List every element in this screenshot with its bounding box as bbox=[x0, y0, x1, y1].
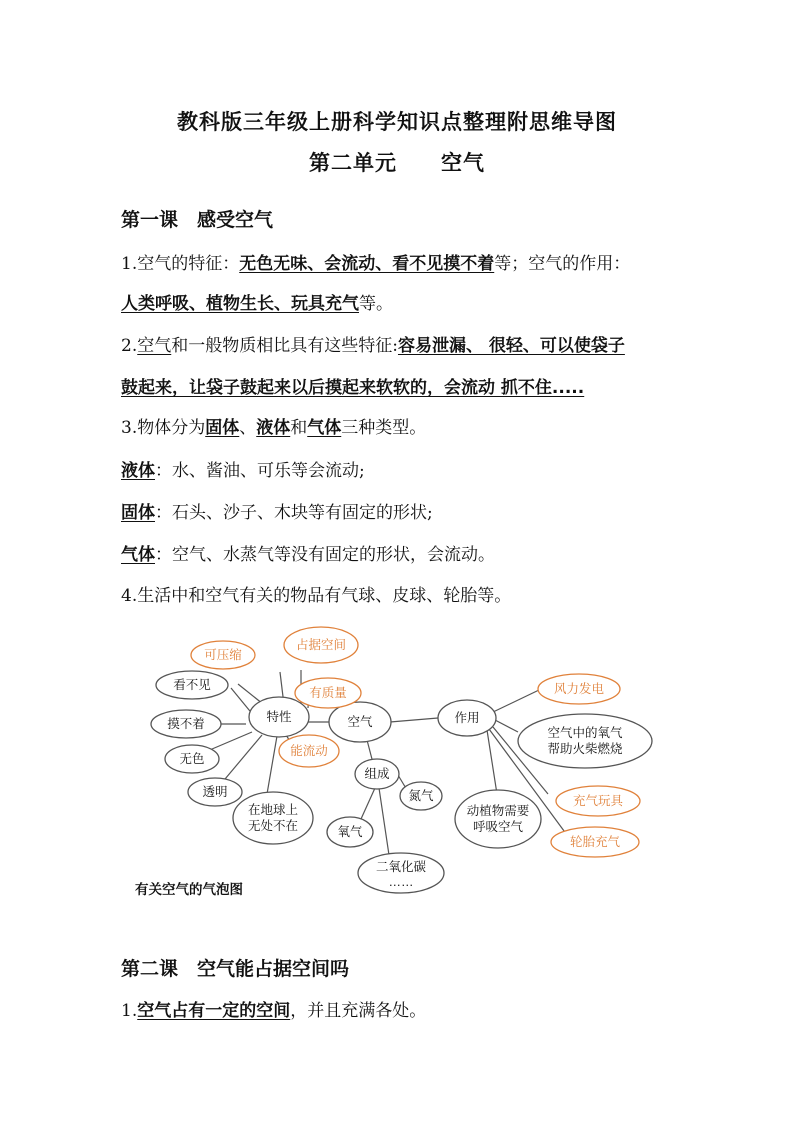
text: 生活中和空气有关的物品有气球、皮球、轮胎等。 bbox=[137, 586, 512, 606]
liquid-line bbox=[121, 456, 365, 481]
lesson1-point-2-cont bbox=[121, 373, 584, 398]
point-number: 2. bbox=[121, 336, 138, 356]
lesson1-point-4 bbox=[121, 581, 511, 606]
text: ，并且充满各处。 bbox=[290, 1001, 427, 1021]
key-text: 无色无味、会流动、看不见摸不着 bbox=[239, 254, 495, 274]
key-text: 容易泄漏、 很轻、可以使袋子 bbox=[397, 336, 625, 356]
everywhere-label-2: 无处不在 bbox=[247, 819, 299, 833]
nitrogen-label: 氮气 bbox=[408, 789, 434, 803]
has-mass-label: 有质量 bbox=[309, 686, 347, 700]
oxygen-label: 氧气 bbox=[337, 825, 363, 839]
fire-label-2: 帮助火柴燃烧 bbox=[547, 742, 623, 756]
inflatable-toy-label: 充气玩具 bbox=[572, 794, 624, 808]
key-text: 人类呼吸、植物生长、玩具充气 bbox=[121, 294, 359, 314]
point-number: 1. bbox=[121, 1001, 138, 1021]
lesson1-heading: 第一课 感受空气 bbox=[121, 209, 274, 231]
takes-space-label: 占据空间 bbox=[295, 638, 347, 652]
intangible-label: 摸不着 bbox=[167, 717, 205, 731]
composition-label: 组成 bbox=[364, 767, 390, 781]
tire-inflation-label: 轮胎充气 bbox=[569, 835, 621, 849]
term-label: 固体 bbox=[121, 503, 155, 523]
text: 等；空气的作用： bbox=[494, 254, 631, 274]
gas-line bbox=[121, 540, 495, 565]
co2-ellipsis: …… bbox=[388, 875, 414, 889]
transparent-label: 透明 bbox=[202, 785, 228, 799]
key-text: 空气占有一定的空间 bbox=[137, 1001, 291, 1021]
wind-power-label: 风力发电 bbox=[553, 682, 605, 696]
document-title: 教科版三年级上册科学知识点整理附思维导图 bbox=[177, 110, 617, 134]
key-text: 固体 bbox=[205, 418, 240, 438]
compressible-label: 可压缩 bbox=[204, 648, 242, 662]
key-text: 气体 bbox=[307, 418, 342, 438]
everywhere-label-1: 在地球上 bbox=[247, 803, 299, 817]
text: 和 bbox=[290, 418, 308, 438]
unit-title: 第二单元 空气 bbox=[309, 151, 485, 175]
point-number: 4. bbox=[121, 586, 138, 606]
bubble-map-caption: 有关空气的气泡图 bbox=[135, 882, 243, 897]
colorless-label: 无色 bbox=[179, 752, 205, 766]
point-number: 3. bbox=[121, 418, 138, 438]
breathe-label-1: 动植物需要 bbox=[466, 804, 530, 818]
text: ：水、酱油、可乐等会流动; bbox=[155, 461, 365, 481]
lesson1-point-1 bbox=[121, 249, 630, 274]
uses-label: 作用 bbox=[454, 711, 480, 725]
air-center-label: 空气 bbox=[347, 715, 373, 729]
features-label: 特性 bbox=[266, 710, 292, 724]
key-text: 液体 bbox=[256, 418, 291, 438]
flows-label: 能流动 bbox=[290, 744, 328, 758]
text: 等。 bbox=[359, 294, 393, 314]
solid-line bbox=[121, 498, 433, 523]
term-label: 气体 bbox=[121, 545, 155, 565]
lesson2-heading: 第二课 空气能占据空间吗 bbox=[121, 958, 350, 980]
text: ：石头、沙子、木块等有固定的形状; bbox=[155, 503, 433, 523]
breathe-label-2: 呼吸空气 bbox=[472, 820, 524, 834]
co2-label: 二氧化碳 bbox=[375, 860, 427, 874]
text: 三种类型。 bbox=[341, 418, 427, 438]
invisible-label: 看不见 bbox=[173, 678, 211, 692]
text: 物体分为 bbox=[137, 418, 206, 438]
text: 、 bbox=[239, 418, 257, 438]
text: 和一般物质相比具有这些特征: bbox=[171, 336, 398, 356]
lesson2-point-1 bbox=[121, 996, 426, 1021]
key-text: 空气 bbox=[137, 336, 172, 356]
lesson1-point-2 bbox=[121, 331, 625, 356]
fire-label-1: 空气中的氧气 bbox=[547, 726, 623, 740]
text: 空气的特征： bbox=[137, 254, 240, 274]
lesson1-point-1-cont bbox=[121, 289, 393, 314]
term-label: 液体 bbox=[121, 461, 155, 481]
point-number: 1. bbox=[121, 254, 138, 274]
lesson1-point-3 bbox=[121, 413, 426, 438]
air-bubble-map bbox=[121, 622, 677, 904]
text: ：空气、水蒸气等没有固定的形状，会流动。 bbox=[155, 545, 495, 565]
key-text: 鼓起来，让袋子鼓起来以后摸起来软软的，会流动 抓不住..... bbox=[121, 378, 585, 398]
